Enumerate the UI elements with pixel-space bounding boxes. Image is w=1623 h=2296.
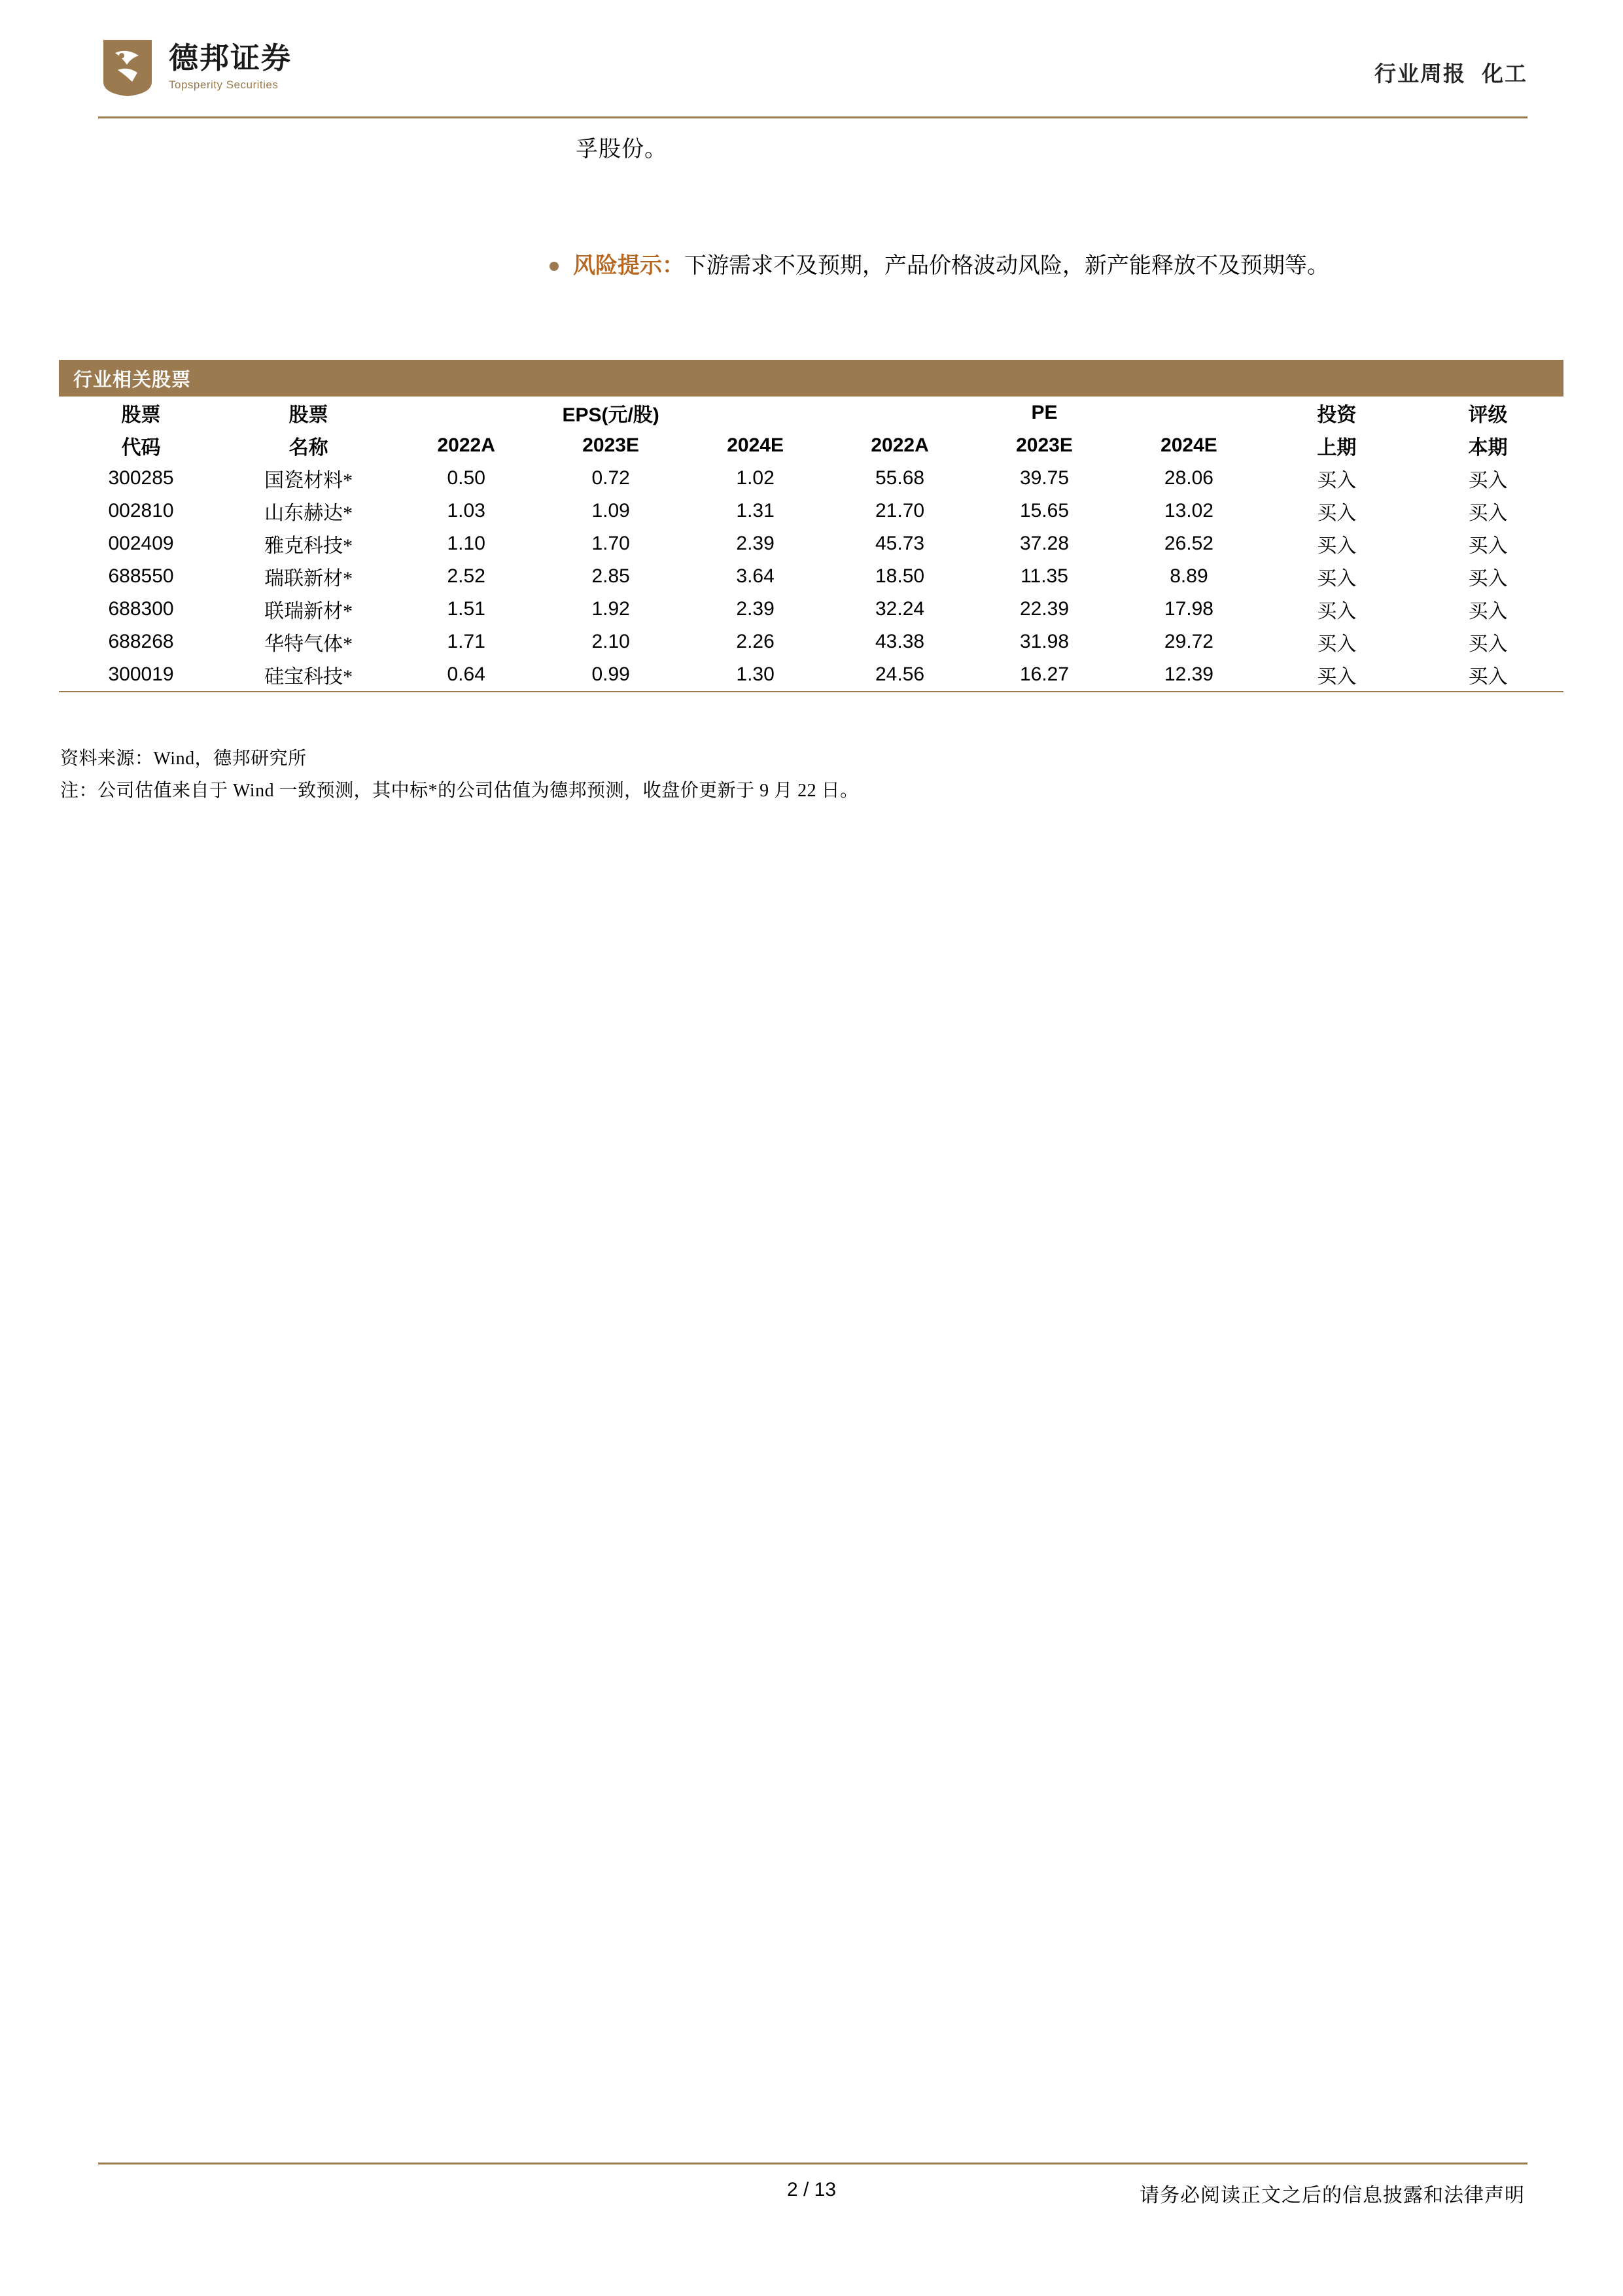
cell-name: 国瓷材料* [264,470,353,491]
logo-mark-icon [98,36,157,98]
cell-pe-2022a: 18.50 [875,565,925,587]
cell-eps-2022a: 1.51 [447,598,485,620]
cell-pe-2022a: 24.56 [828,658,972,692]
logo-text [169,43,292,92]
cell-eps-2023e: 1.70 [591,533,630,554]
cell-pe-2023e: 37.28 [1019,533,1070,554]
risk-body: 下游需求不及预期，产品价格波动风险，新产能释放不及预期等。 [684,254,1329,278]
th-eps-2022a: 2022A [437,434,495,456]
page-header [98,36,1527,115]
cell-eps-2022a: 2.52 [447,565,485,587]
th-eps-2023e: 2023E [582,434,639,456]
source-line-1: 资料来源：Wind，德邦研究所 [60,749,307,769]
cell-pe-2024e: 13.02 [1164,500,1213,521]
cell-eps-2024e: 1.31 [736,500,775,521]
cell-pe-2023e: 39.75 [1019,467,1070,489]
cell-name: 硅宝科技* [223,658,394,692]
cell-eps-2022a: 1.71 [447,631,485,652]
table-row [59,462,1563,495]
cell-eps-2024e: 3.64 [736,565,775,587]
cell-eps-2024e: 1.30 [683,658,828,692]
footer-divider [98,2163,1527,2164]
cell-eps-2024e: 2.26 [736,631,775,652]
th-code-2: 代码 [121,437,161,459]
th-rating-curr-2: 本期 [1468,437,1508,459]
cell-rating-prev: 买入 [1317,503,1357,524]
th-pe-2024e: 2024E [1161,434,1217,456]
cell-pe-2024e: 28.06 [1164,467,1213,489]
table-row [59,560,1563,593]
table-header-row-1 [59,397,1563,429]
cell-code: 002810 [108,500,174,521]
cell-rating-prev: 买入 [1317,633,1357,655]
table-header-row-2 [59,429,1563,462]
cell-rating-curr: 买入 [1412,658,1563,692]
cell-pe-2023e: 22.39 [1019,598,1070,620]
th-eps-2024e: 2024E [727,434,784,456]
cell-code: 300285 [108,467,174,489]
cell-eps-2023e: 1.92 [591,598,630,620]
cell-rating-prev: 买入 [1317,535,1357,557]
th-rating-prev-1: 投资 [1317,404,1357,426]
cell-eps-2024e: 2.39 [736,533,775,554]
th-eps-group: EPS(元/股) [562,404,659,426]
cell-rating-prev: 买入 [1261,658,1412,692]
cell-rating-prev: 买入 [1317,470,1357,491]
cell-code: 300019 [59,658,223,692]
cell-rating-curr: 买入 [1468,535,1508,557]
th-pe-2022a: 2022A [871,434,929,456]
cell-pe-2024e: 29.72 [1164,631,1213,652]
cell-rating-prev: 买入 [1317,601,1357,622]
table-row [59,626,1563,658]
th-pe-2023e: 2023E [1016,434,1073,456]
header-report-type: 行业周报 [1374,63,1466,86]
cell-pe-2023e: 15.65 [1019,500,1070,521]
risk-bullet-text [573,250,1329,282]
cell-pe-2023e: 31.98 [1019,631,1070,652]
footer-disclaimer: 请务必阅读正文之后的信息披露和法律声明 [1140,2185,1525,2206]
logo-title-cn: 德邦证券 [169,42,292,75]
bullet-dot-icon [550,262,559,271]
th-rating-prev-2: 上期 [1317,437,1357,459]
cell-rating-prev: 买入 [1317,568,1357,590]
cell-eps-2022a: 0.50 [447,467,485,489]
cell-name: 山东赫达* [264,503,353,524]
th-name-2: 名称 [288,437,328,459]
paragraph-tail: 孚股份。 [576,137,667,162]
cell-code: 688300 [108,598,174,620]
cell-name: 雅克科技* [264,535,353,557]
cell-code: 688550 [108,565,174,587]
cell-eps-2023e: 0.72 [591,467,630,489]
table-row [59,658,1563,692]
related-stocks-table [59,397,1563,692]
cell-rating-curr: 买入 [1468,633,1508,655]
cell-pe-2023e: 11.35 [1021,565,1068,587]
table-body [59,462,1563,692]
table-row [59,495,1563,527]
brand-logo [98,36,292,98]
cell-eps-2023e: 1.09 [591,500,630,521]
cell-eps-2022a: 1.10 [447,533,485,554]
th-pe-group: PE [1031,402,1058,423]
header-sector: 化工 [1482,63,1527,86]
cell-pe-2022a: 43.38 [875,631,925,652]
cell-pe-2024e: 26.52 [1164,533,1213,554]
header-doc-type [1374,57,1527,88]
cell-code: 688268 [108,631,174,652]
cell-rating-curr: 买入 [1468,470,1508,491]
page-number: 2 / 13 [786,2179,837,2200]
cell-eps-2022a: 1.03 [447,500,485,521]
cell-pe-2023e: 16.27 [972,658,1117,692]
table-row [59,593,1563,626]
table-title: 行业相关股票 [59,360,1563,397]
cell-pe-2022a: 21.70 [875,500,925,521]
cell-eps-2023e: 0.99 [538,658,683,692]
cell-pe-2022a: 55.68 [875,467,925,489]
risk-label: 风险提示： [573,254,684,278]
th-rating-curr-1: 评级 [1468,404,1508,426]
table-row [59,527,1563,560]
header-divider [98,116,1527,118]
cell-pe-2024e: 8.89 [1170,565,1208,587]
cell-rating-curr: 买入 [1468,503,1508,524]
cell-eps-2023e: 2.85 [591,565,630,587]
th-code-1: 股票 [121,404,161,426]
cell-pe-2022a: 32.24 [875,598,925,620]
cell-pe-2024e: 12.39 [1117,658,1261,692]
cell-pe-2022a: 45.73 [875,533,925,554]
cell-rating-curr: 买入 [1468,568,1508,590]
cell-code: 002409 [108,533,174,554]
table-source-note [60,743,859,807]
cell-eps-2022a: 0.64 [394,658,538,692]
cell-pe-2024e: 17.98 [1164,598,1213,620]
cell-name: 瑞联新材* [264,568,353,590]
cell-eps-2024e: 2.39 [736,598,775,620]
th-name-1: 股票 [288,404,328,426]
cell-name: 华特气体* [264,633,353,655]
cell-rating-curr: 买入 [1468,601,1508,622]
cell-eps-2024e: 1.02 [736,467,775,489]
cell-eps-2023e: 2.10 [591,631,630,652]
risk-bullet [550,250,1531,282]
source-line-2: 注：公司估值来自于 Wind 一致预测，其中标*的公司估值为德邦预测，收盘价更新于 9 月 22 日。 [60,781,859,801]
logo-title-en: Topsperity Securities [169,78,279,91]
cell-name: 联瑞新材* [264,601,353,622]
